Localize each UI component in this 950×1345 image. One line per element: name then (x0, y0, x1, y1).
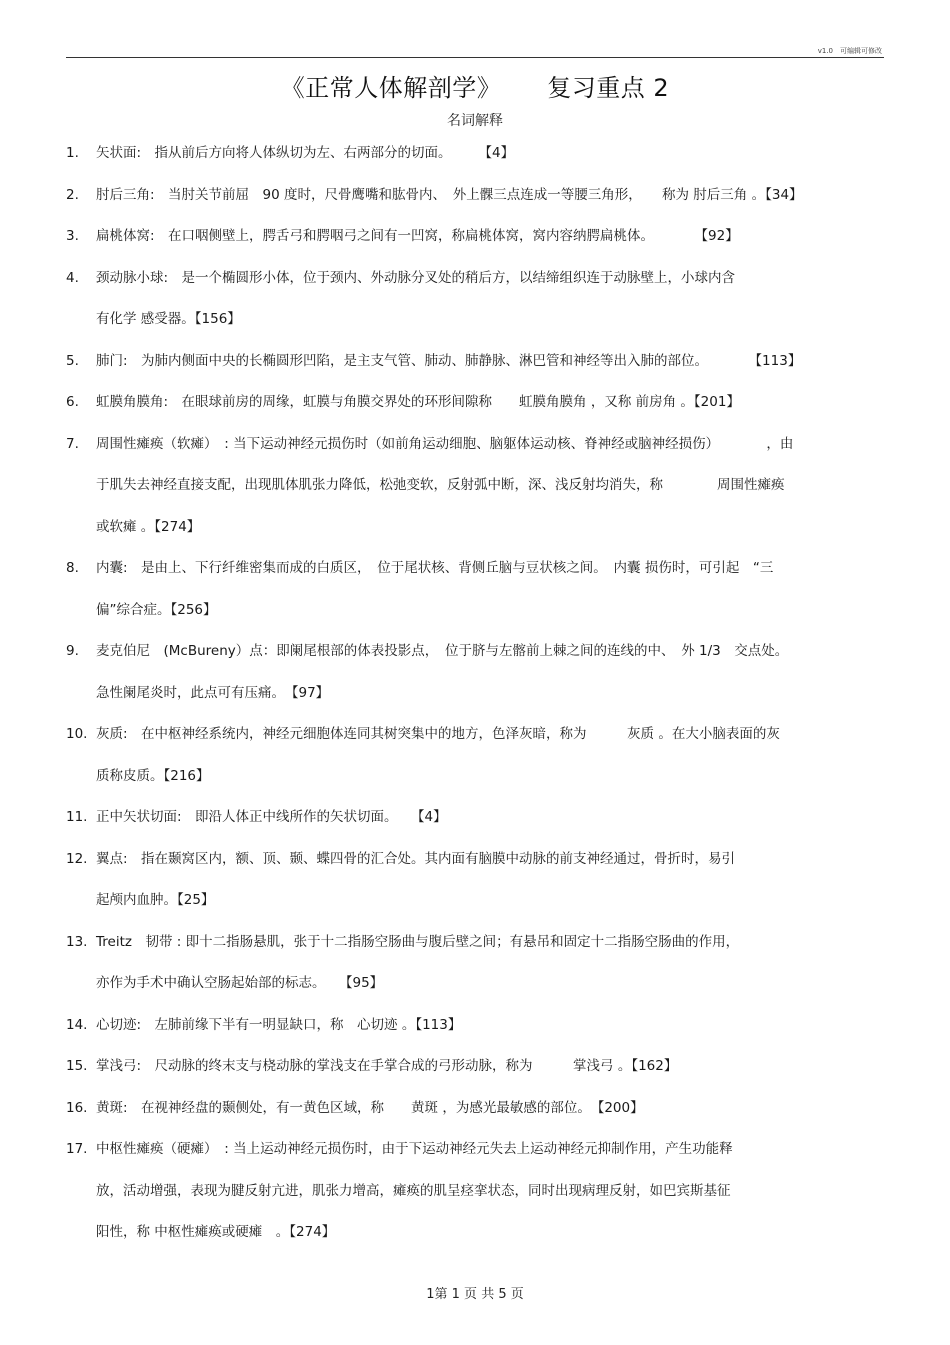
page-footer: 1第 1 页 共 5 页 (426, 1287, 524, 1302)
term-number: 10. (66, 726, 88, 742)
term-entry (66, 805, 886, 847)
term-text: 扁桃体窝: 在口咽侧壁上，腭舌弓和腭咽弓之间有一凹窝，称扁桃体窝，窝内容纳腭扁桃体。 【92】 (96, 228, 739, 244)
term-text: 灰质: 在中枢神经系统内，神经元细胞体连同其树突集中的地方，色泽灰暗，称为 灰质 。在大小脑表面的灰 (96, 726, 780, 742)
term-definition (66, 432, 886, 474)
term-definition (66, 847, 886, 889)
term-number: 5. (66, 352, 79, 369)
term-text: 起颅内血肿。【25】 (96, 892, 215, 908)
term-number: 14. (66, 1016, 88, 1033)
term-entry (66, 224, 886, 266)
term-entry (66, 141, 886, 183)
term-text: Treitz 韧带 : 即十二指肠悬肌，张于十二指肠空肠曲与腹后壁之间；有悬吊和固定十二指肠空肠曲的作用， (96, 933, 740, 950)
term-entry (66, 847, 886, 930)
term-number: 15. (66, 1058, 88, 1074)
term-text: 阳性，称 中枢性瘫痪或硬瘫 。【274】 (96, 1224, 336, 1240)
title-main: 《正常人体解剖学》 (280, 74, 502, 102)
term-entry (66, 432, 886, 557)
term-definition-continued (66, 971, 886, 1013)
term-number: 16. (66, 1099, 88, 1116)
term-definition (66, 722, 886, 764)
term-definition-continued (66, 515, 886, 557)
term-text: 正中矢状切面: 即沿人体正中线所作的矢状切面。 【4】 (96, 809, 447, 825)
term-definition-continued (66, 473, 886, 515)
term-definition (66, 266, 886, 308)
term-text: 翼点: 指在颞窝区内，额、顶、颞、蝶四骨的汇合处。其内面有脑膜中动脉的前支神经通过，骨折时，易引 (96, 850, 736, 867)
term-list (66, 141, 886, 1262)
term-definition-continued (66, 888, 886, 930)
term-definition (66, 639, 886, 681)
term-number: 11. (66, 809, 88, 825)
term-text: 掌浅弓: 尺动脉的终末支与桡动脉的掌浅支在手掌合成的弓形动脉，称为 掌浅弓 。【162】 (96, 1058, 678, 1074)
term-definition-continued (66, 1220, 886, 1262)
term-definition-continued (66, 1179, 886, 1221)
term-text: 黄斑: 在视神经盘的颞侧处，有一黄色区域，称 黄斑 ，为感光最敏感的部位。 【200】 (96, 1099, 644, 1116)
term-text: 中枢性瘫痪（硬瘫） : 当上运动神经元损伤时，由于下运动神经元失去上运动神经元抑制作用，产生功能释 (96, 1141, 733, 1157)
term-text: 肘后三角: 当肘关节前屈 90 度时，尺骨鹰嘴和肱骨内、 外上髁三点连成一等腰三角形， 称为 肘后三角 。【34】 (96, 186, 803, 203)
term-text: 于肌失去神经直接支配，出现肌体肌张力降低，松弛变软，反射弧中断，深、浅反射均消失，称 周围性瘫痪 (96, 477, 785, 493)
term-text: 麦克伯尼 (McBureny）点：即阑尾根部的体表投影点， 位于脐与左髂前上棘之间的连线的中、 外 1/3 交点处。 (96, 643, 789, 659)
title-sub: 复习重点 2 (547, 74, 670, 102)
term-definition (66, 556, 886, 598)
term-number: 9. (66, 643, 79, 659)
term-number: 8. (66, 560, 79, 576)
term-entry (66, 556, 886, 639)
term-definition (66, 1013, 886, 1055)
term-definition (66, 183, 886, 225)
term-definition-continued (66, 307, 886, 349)
term-entry (66, 1054, 886, 1096)
term-entry (66, 1096, 886, 1138)
term-text: 心切迹: 左肺前缘下半有一明显缺口，称 心切迹 。【113】 (96, 1016, 462, 1033)
term-entry (66, 930, 886, 1013)
term-number: 3. (66, 228, 79, 244)
term-text: 放，活动增强，表现为腱反射亢进，肌张力增高，瘫痪的肌呈痉挛状态，同时出现病理反射，如巴宾斯基征 (96, 1182, 731, 1199)
term-number: 12. (66, 850, 88, 867)
term-definition (66, 1137, 886, 1179)
term-text: 有化学 感受器。【156】 (96, 311, 241, 327)
term-entry (66, 1137, 886, 1262)
term-number: 1. (66, 145, 79, 161)
term-definition (66, 1054, 886, 1096)
header-rule (66, 57, 884, 58)
term-definition-continued (66, 598, 886, 640)
page-title (0, 68, 950, 103)
term-text: 质称皮质。【216】 (96, 767, 210, 784)
version-note: v1.0 可编辑可修改 (817, 47, 882, 55)
term-text: 颈动脉小球: 是一个椭圆形小体，位于颈内、外动脉分叉处的稍后方，以结缔组织连于动脉壁上，小球内含 (96, 269, 736, 286)
term-number: 17. (66, 1141, 88, 1157)
term-definition-continued (66, 681, 886, 723)
term-entry (66, 349, 886, 391)
term-number: 4. (66, 269, 79, 286)
term-text: 亦作为手术中确认空肠起始部的标志。 【95】 (96, 975, 384, 991)
term-definition (66, 1096, 886, 1138)
term-number: 13. (66, 933, 88, 950)
term-text: 虹膜角膜角: 在眼球前房的周缘，虹膜与角膜交界处的环形间隙称 虹膜角膜角 ，又称 前房角 。【201】 (96, 394, 740, 410)
term-entry (66, 390, 886, 432)
term-definition (66, 390, 886, 432)
term-definition (66, 224, 886, 266)
term-definition (66, 930, 886, 972)
term-definition (66, 349, 886, 391)
term-text: 偏”综合症。【256】 (96, 601, 217, 618)
term-text: 周围性瘫痪（软瘫） : 当下运动神经元损伤时（如前角运动细胞、脑躯体运动核、脊神经或脑神经损伤） ，由 (96, 435, 794, 452)
term-definition (66, 141, 886, 183)
term-number: 6. (66, 394, 79, 410)
term-entry (66, 1013, 886, 1055)
section-heading: 名词解释 (447, 113, 503, 129)
term-entry (66, 639, 886, 722)
term-entry (66, 183, 886, 225)
term-text: 肺门: 为肺内侧面中央的长椭圆形凹陷，是主支气管、肺动、肺静脉、淋巴管和神经等出入肺的部位。 【113】 (96, 352, 802, 369)
term-text: 或软瘫 。【274】 (96, 518, 201, 535)
term-number: 2. (66, 186, 79, 203)
term-number: 7. (66, 435, 79, 452)
term-text: 矢状面: 指从前后方向将人体纵切为左、右两部分的切面。 【4】 (96, 145, 515, 161)
term-definition-continued (66, 764, 886, 806)
term-entry (66, 722, 886, 805)
term-text: 内囊: 是由上、下行纤维密集而成的白质区， 位于尾状核、背侧丘脑与豆状核之间。 内囊 损伤时，可引起 “三 (96, 560, 774, 576)
term-entry (66, 266, 886, 349)
term-definition (66, 805, 886, 847)
term-text: 急性阑尾炎时，此点可有压痛。 【97】 (96, 684, 330, 701)
